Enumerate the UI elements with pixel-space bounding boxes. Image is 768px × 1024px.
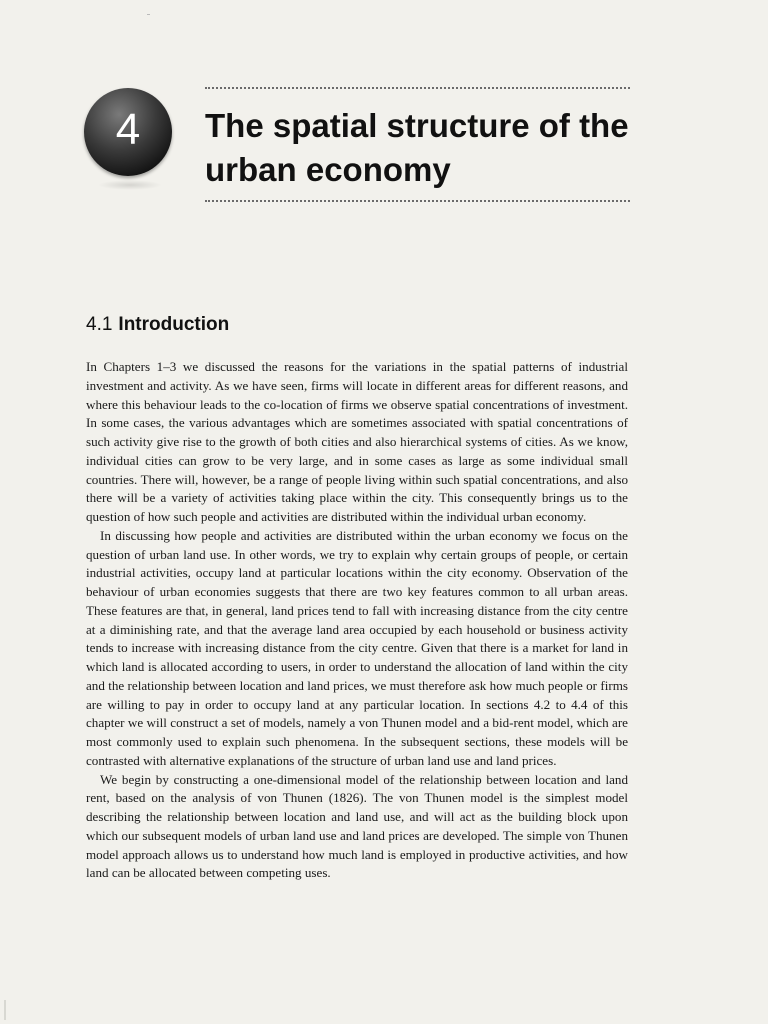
dotted-rule-bottom [205,200,630,202]
paragraph: In discussing how people and activities are distributed within the urban economy we focus on the question of urban land use. In other words, we try to explain why certain groups of people, or certain industrial activities, occupy land at particular locations within the city economy. Observation of the behaviour of urban economies suggests that there are two key features common to all urban areas. These features are that, in general, land prices tend to fall with increasing distance from the city centre at a diminishing rate, and that the average land area occupied by each household or business activity tends to increase with increasing distance from the city centre. Given that there is a market for land in which land is allocated according to users, in order to understand the allocation of land within the city and the relationship between location and land prices, we must therefore ask how much people or firms are willing to pay in order to occupy land at any particular location. In sections 4.2 to 4.4 of this chapter we will construct a set of models, namely a von Thunen model and a bid-rent model, which are most commonly used to explain such phenomena. In the subsequent sections, these models will be contrasted with alternative explanations of the structure of urban land use and land prices. [86,527,628,768]
paragraph: We begin by constructing a one-dimensional model of the relationship between location and land rent, based on the analysis of von Thunen (1826). The von Thunen model is the simplest model describing the relationship between location and land use, and will act as the building block upon which our subsequent models of urban land use and land prices are developed. The simple von Thunen model approach allows us to understand how much land is employed in productive activities, and how land can be allocated between competing uses. [86,771,628,881]
paragraph: In Chapters 1–3 we discussed the reasons for the variations in the spatial patterns of industrial investment and activity. As we have seen, firms will locate in different areas for different reasons, and where this behaviour leads to the co-location of firms we observe spatial concentrations of investment. In some cases, the various advantages which are sometimes associated with spatial concentrations of such activity give rise to the growth of both cities and also hierarchical systems of cities. As we know, individual cities can grow to be very large, and in some cases as large as some individual small countries. There will, however, be a range of people living within such spatial concentrations, and also there will be a variety of activities taking place within the city. This consequently brings us to the question of how such people and activities are distributed within the individual urban economy. [86,359,628,524]
chapter-badge-shadow [98,180,162,190]
dotted-rule-top [205,87,630,89]
chapter-badge [84,88,184,198]
chapter-title: The spatial structure of the urban economy [205,107,629,188]
scan-edge-artifact [4,1000,6,1020]
section-title: Introduction [118,314,230,335]
section-number: 4.1 [86,314,113,335]
section-heading [86,311,229,339]
scan-artifact [147,14,150,15]
body-text [86,358,628,883]
chapter-number: 4 [115,105,141,154]
